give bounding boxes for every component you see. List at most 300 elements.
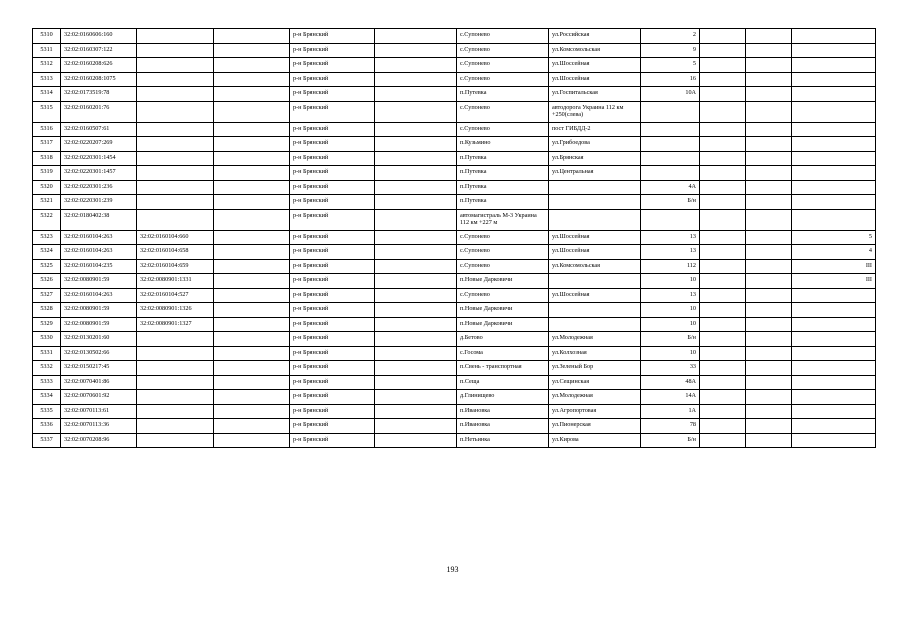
cell-street: ул.Кирова (549, 433, 641, 448)
cell-street: ул.Агропортовая (549, 404, 641, 419)
cell-c6 (375, 72, 457, 87)
table-row (33, 87, 876, 102)
cell-c4 (214, 274, 290, 289)
cell-street: ул.Шоссейная (549, 72, 641, 87)
cell-c12 (792, 317, 876, 332)
cell-num: 5326 (33, 274, 61, 289)
cell-locality: п.Путевка (457, 195, 549, 210)
cell-c11 (746, 87, 792, 102)
cell-district: р-н Брянский (290, 259, 375, 274)
cell-c10 (700, 151, 746, 166)
table-row (33, 419, 876, 434)
cell-c6 (375, 274, 457, 289)
table-row (33, 230, 876, 245)
cell-house: 10 (641, 274, 700, 289)
cell-cad2 (137, 433, 214, 448)
cell-c10 (700, 361, 746, 376)
cell-c11 (746, 58, 792, 73)
cell-cad: 32:02:0070401:86 (61, 375, 137, 390)
cell-locality: с.Супонево (457, 259, 549, 274)
cell-district: р-н Брянский (290, 303, 375, 318)
cell-cad2 (137, 101, 214, 122)
cell-cad: 32:02:0130502:66 (61, 346, 137, 361)
cell-c11 (746, 72, 792, 87)
cell-house: Б/н (641, 433, 700, 448)
cell-street (549, 195, 641, 210)
cell-c11 (746, 101, 792, 122)
cell-c6 (375, 43, 457, 58)
cell-locality: п.Сеща (457, 375, 549, 390)
cell-cad2 (137, 87, 214, 102)
cell-c4 (214, 390, 290, 405)
cell-c10 (700, 375, 746, 390)
cell-cad: 32:02:0080901:59 (61, 317, 137, 332)
cell-num: 5336 (33, 419, 61, 434)
page-number: 193 (446, 565, 459, 574)
cell-c11 (746, 404, 792, 419)
cell-cad2: 32:02:0160104:660 (137, 230, 214, 245)
table-row (33, 245, 876, 260)
cell-c4 (214, 433, 290, 448)
cell-c10 (700, 390, 746, 405)
cell-house: Б/н (641, 332, 700, 347)
cell-num: 5319 (33, 166, 61, 181)
cell-num: 5328 (33, 303, 61, 318)
cell-cad2 (137, 137, 214, 152)
cell-c12: III (792, 274, 876, 289)
cell-c4 (214, 375, 290, 390)
cell-c6 (375, 419, 457, 434)
cell-house: 10 (641, 346, 700, 361)
cell-c4 (214, 180, 290, 195)
cell-c6 (375, 58, 457, 73)
cell-c6 (375, 288, 457, 303)
cell-c12 (792, 375, 876, 390)
cell-street (549, 209, 641, 230)
cell-c12 (792, 72, 876, 87)
cell-locality: п.Нетьинка (457, 433, 549, 448)
cell-cad: 32:02:0150217:45 (61, 361, 137, 376)
cell-c6 (375, 151, 457, 166)
cell-c12 (792, 332, 876, 347)
cell-c12 (792, 303, 876, 318)
cell-cad: 32:02:0160507:61 (61, 122, 137, 137)
cell-street: ул.Российская (549, 29, 641, 44)
cell-c11 (746, 166, 792, 181)
cell-c4 (214, 101, 290, 122)
cell-c11 (746, 361, 792, 376)
cell-num: 5329 (33, 317, 61, 332)
cell-c6 (375, 87, 457, 102)
cell-cad2 (137, 404, 214, 419)
table-row (33, 29, 876, 44)
cell-c6 (375, 122, 457, 137)
cell-c10 (700, 346, 746, 361)
cell-c4 (214, 317, 290, 332)
cell-num: 5316 (33, 122, 61, 137)
cell-district: р-н Брянский (290, 332, 375, 347)
cell-district: р-н Брянский (290, 29, 375, 44)
cell-num: 5325 (33, 259, 61, 274)
cell-num: 5330 (33, 332, 61, 347)
cell-locality: п.Новые Дарковичи (457, 274, 549, 289)
cell-district: р-н Брянский (290, 151, 375, 166)
cell-c12 (792, 346, 876, 361)
cell-district: р-н Брянский (290, 361, 375, 376)
cell-c10 (700, 274, 746, 289)
cell-cad2: 32:02:0080901:1331 (137, 274, 214, 289)
cell-street: ул.Колхозная (549, 346, 641, 361)
cell-cad2 (137, 180, 214, 195)
cell-c4 (214, 288, 290, 303)
cell-num: 5317 (33, 137, 61, 152)
cell-c12 (792, 433, 876, 448)
cell-locality: с.Супонево (457, 245, 549, 260)
cell-c6 (375, 317, 457, 332)
cell-house (641, 122, 700, 137)
cell-house (641, 209, 700, 230)
cell-c10 (700, 245, 746, 260)
cell-cad: 32:02:0070113:36 (61, 419, 137, 434)
table-row (33, 101, 876, 122)
cell-cad: 32:02:0160208:626 (61, 58, 137, 73)
cell-street: ул.Комсомольская (549, 259, 641, 274)
cell-num: 5314 (33, 87, 61, 102)
cell-cad2 (137, 58, 214, 73)
cell-c12 (792, 166, 876, 181)
cell-c11 (746, 303, 792, 318)
table-row (33, 288, 876, 303)
cell-district: р-н Брянский (290, 433, 375, 448)
cell-cad: 32:02:0070113:61 (61, 404, 137, 419)
cell-c11 (746, 180, 792, 195)
cell-district: р-н Брянский (290, 419, 375, 434)
cell-street (549, 317, 641, 332)
cell-c10 (700, 209, 746, 230)
cell-house: 13 (641, 230, 700, 245)
cell-street: ул.Пионерская (549, 419, 641, 434)
cell-street (549, 180, 641, 195)
cell-cad2 (137, 361, 214, 376)
cell-c4 (214, 58, 290, 73)
cell-c6 (375, 375, 457, 390)
cell-c11 (746, 419, 792, 434)
cell-cad: 32:02:0070601:92 (61, 390, 137, 405)
cell-house (641, 101, 700, 122)
cell-c11 (746, 375, 792, 390)
cell-c4 (214, 361, 290, 376)
table-row (33, 274, 876, 289)
cell-num: 5320 (33, 180, 61, 195)
table-row (33, 390, 876, 405)
cell-c4 (214, 209, 290, 230)
cell-cad: 32:02:0160201:76 (61, 101, 137, 122)
cell-house: 10 (641, 317, 700, 332)
cell-c10 (700, 332, 746, 347)
cell-locality: с.Супонево (457, 101, 549, 122)
cell-district: р-н Брянский (290, 390, 375, 405)
cell-num: 5333 (33, 375, 61, 390)
cell-district: р-н Брянский (290, 122, 375, 137)
cell-c10 (700, 433, 746, 448)
cell-locality: п.Ивановка (457, 404, 549, 419)
table-row (33, 303, 876, 318)
cell-locality: с.Супонево (457, 58, 549, 73)
cell-locality: с.Супонево (457, 43, 549, 58)
cell-c6 (375, 346, 457, 361)
cell-cad: 32:02:0080901:59 (61, 303, 137, 318)
cell-house: 13 (641, 245, 700, 260)
cell-num: 5322 (33, 209, 61, 230)
table-row (33, 72, 876, 87)
cell-c4 (214, 195, 290, 210)
cell-c12 (792, 419, 876, 434)
cell-cad: 32:02:0160307:122 (61, 43, 137, 58)
cell-house: 9 (641, 43, 700, 58)
cell-house: 78 (641, 419, 700, 434)
table-row (33, 137, 876, 152)
cell-cad2 (137, 375, 214, 390)
cell-cad: 32:02:0220301:1454 (61, 151, 137, 166)
table-row (33, 404, 876, 419)
cell-cad2 (137, 122, 214, 137)
cell-c6 (375, 230, 457, 245)
cell-c12 (792, 195, 876, 210)
cell-street: автодорога Украина 112 км +250(слева) (549, 101, 641, 122)
cell-c4 (214, 151, 290, 166)
cell-cad2 (137, 195, 214, 210)
cell-district: р-н Брянский (290, 195, 375, 210)
cell-num: 5331 (33, 346, 61, 361)
cell-c12: 5 (792, 230, 876, 245)
cell-c6 (375, 390, 457, 405)
cell-num: 5327 (33, 288, 61, 303)
cell-house: 5 (641, 58, 700, 73)
cell-c6 (375, 137, 457, 152)
cell-cad: 32:02:0160104:263 (61, 288, 137, 303)
cell-cad2 (137, 346, 214, 361)
cell-district: р-н Брянский (290, 137, 375, 152)
cell-district: р-н Брянский (290, 209, 375, 230)
cell-c10 (700, 137, 746, 152)
cell-locality: п.Новые Дарковичи (457, 317, 549, 332)
cell-c11 (746, 390, 792, 405)
cell-c10 (700, 43, 746, 58)
cell-district: р-н Брянский (290, 58, 375, 73)
cell-c6 (375, 332, 457, 347)
cell-district: р-н Брянский (290, 166, 375, 181)
cell-c4 (214, 332, 290, 347)
cell-district: р-н Брянский (290, 375, 375, 390)
cell-c4 (214, 303, 290, 318)
cell-house: 2 (641, 29, 700, 44)
cell-locality: д.Бетово (457, 332, 549, 347)
cell-c10 (700, 122, 746, 137)
cell-c11 (746, 209, 792, 230)
table-row (33, 195, 876, 210)
cell-cad2 (137, 151, 214, 166)
cell-cad2 (137, 72, 214, 87)
cell-locality: с.Супонево (457, 72, 549, 87)
cell-c11 (746, 288, 792, 303)
cell-cad: 32:02:0160104:263 (61, 230, 137, 245)
cell-cad: 32:02:0220301:239 (61, 195, 137, 210)
cell-locality: с.Госома (457, 346, 549, 361)
cell-c4 (214, 122, 290, 137)
cell-district: р-н Брянский (290, 317, 375, 332)
cell-cad: 32:02:0160208:1075 (61, 72, 137, 87)
cell-house: 33 (641, 361, 700, 376)
cell-c6 (375, 209, 457, 230)
table-row (33, 58, 876, 73)
cell-locality: п.Новые Дарковичи (457, 303, 549, 318)
cell-c12 (792, 122, 876, 137)
cell-house: 4А (641, 180, 700, 195)
cell-c6 (375, 303, 457, 318)
cell-district: р-н Брянский (290, 43, 375, 58)
cell-cad: 32:02:0070208:96 (61, 433, 137, 448)
cell-cad: 32:02:0180402:38 (61, 209, 137, 230)
cell-locality: п.Путевка (457, 166, 549, 181)
cell-locality: с.Супонево (457, 288, 549, 303)
cell-locality: п.Кузьмино (457, 137, 549, 152)
cell-c10 (700, 58, 746, 73)
cell-street: ул.Грибоедова (549, 137, 641, 152)
cell-cad2: 32:02:0160104:527 (137, 288, 214, 303)
cell-house (641, 137, 700, 152)
cell-cad: 32:02:0080901:59 (61, 274, 137, 289)
cell-house (641, 166, 700, 181)
cell-locality: п.Ивановка (457, 419, 549, 434)
cell-c12 (792, 101, 876, 122)
cell-street (549, 274, 641, 289)
cell-num: 5323 (33, 230, 61, 245)
cell-cad2 (137, 166, 214, 181)
cell-cad2: 32:02:0160104:659 (137, 259, 214, 274)
cell-c12 (792, 58, 876, 73)
cell-cad2 (137, 332, 214, 347)
cell-c4 (214, 29, 290, 44)
cell-locality: автомагистраль М-3 Украина 112 км +227 м (457, 209, 549, 230)
table-row (33, 209, 876, 230)
cell-cad2: 32:02:0080901:1326 (137, 303, 214, 318)
cell-house: 112 (641, 259, 700, 274)
cell-district: р-н Брянский (290, 346, 375, 361)
cell-c10 (700, 87, 746, 102)
cell-c10 (700, 404, 746, 419)
cell-c11 (746, 151, 792, 166)
registry-table (32, 28, 876, 448)
cell-street: ул.Зеленый Бор (549, 361, 641, 376)
cell-num: 5313 (33, 72, 61, 87)
cell-num: 5310 (33, 29, 61, 44)
cell-c10 (700, 29, 746, 44)
cell-cad2 (137, 29, 214, 44)
table-row (33, 259, 876, 274)
cell-district: р-н Брянский (290, 101, 375, 122)
cell-c12 (792, 29, 876, 44)
cell-street: ул.Брянская (549, 151, 641, 166)
cell-street: ул.Шоссейная (549, 245, 641, 260)
cell-house (641, 151, 700, 166)
table-body (33, 29, 876, 448)
cell-num: 5334 (33, 390, 61, 405)
cell-c11 (746, 317, 792, 332)
cell-house: Б/н (641, 195, 700, 210)
cell-c11 (746, 245, 792, 260)
cell-c4 (214, 166, 290, 181)
cell-num: 5332 (33, 361, 61, 376)
cell-cad2 (137, 419, 214, 434)
cell-cad: 32:02:0220301:1457 (61, 166, 137, 181)
cell-cad: 32:02:0160104:235 (61, 259, 137, 274)
cell-c4 (214, 87, 290, 102)
cell-street: ул.Шоссейная (549, 58, 641, 73)
cell-cad2 (137, 43, 214, 58)
cell-c11 (746, 29, 792, 44)
cell-c10 (700, 419, 746, 434)
cell-c10 (700, 101, 746, 122)
cell-c6 (375, 259, 457, 274)
table-row (33, 346, 876, 361)
cell-c12 (792, 361, 876, 376)
cell-c11 (746, 195, 792, 210)
cell-c6 (375, 180, 457, 195)
cell-cad2 (137, 209, 214, 230)
cell-num: 5324 (33, 245, 61, 260)
cell-district: р-н Брянский (290, 274, 375, 289)
table-row (33, 317, 876, 332)
cell-c6 (375, 101, 457, 122)
table-row (33, 122, 876, 137)
cell-c10 (700, 195, 746, 210)
cell-c11 (746, 332, 792, 347)
cell-num: 5321 (33, 195, 61, 210)
cell-num: 5335 (33, 404, 61, 419)
cell-locality: с.Супонево (457, 29, 549, 44)
cell-c10 (700, 303, 746, 318)
cell-house: 10 (641, 303, 700, 318)
cell-district: р-н Брянский (290, 245, 375, 260)
cell-c12: III (792, 259, 876, 274)
cell-c11 (746, 230, 792, 245)
cell-c11 (746, 122, 792, 137)
cell-c12 (792, 43, 876, 58)
cell-c6 (375, 433, 457, 448)
table-row (33, 166, 876, 181)
cell-c4 (214, 346, 290, 361)
cell-c10 (700, 72, 746, 87)
cell-cad2: 32:02:0160104:658 (137, 245, 214, 260)
cell-district: р-н Брянский (290, 230, 375, 245)
cell-house: 16 (641, 72, 700, 87)
cell-num: 5311 (33, 43, 61, 58)
cell-locality: п.Путевка (457, 180, 549, 195)
cell-c12: 4 (792, 245, 876, 260)
cell-cad: 32:02:0220301:236 (61, 180, 137, 195)
cell-district: р-н Брянский (290, 72, 375, 87)
cell-c6 (375, 361, 457, 376)
cell-house: 1А (641, 404, 700, 419)
cell-c12 (792, 151, 876, 166)
cell-c4 (214, 404, 290, 419)
cell-c6 (375, 195, 457, 210)
cell-house: 14А (641, 390, 700, 405)
cell-c6 (375, 404, 457, 419)
cell-c6 (375, 29, 457, 44)
cell-c10 (700, 317, 746, 332)
cell-cad: 32:02:0173519:78 (61, 87, 137, 102)
